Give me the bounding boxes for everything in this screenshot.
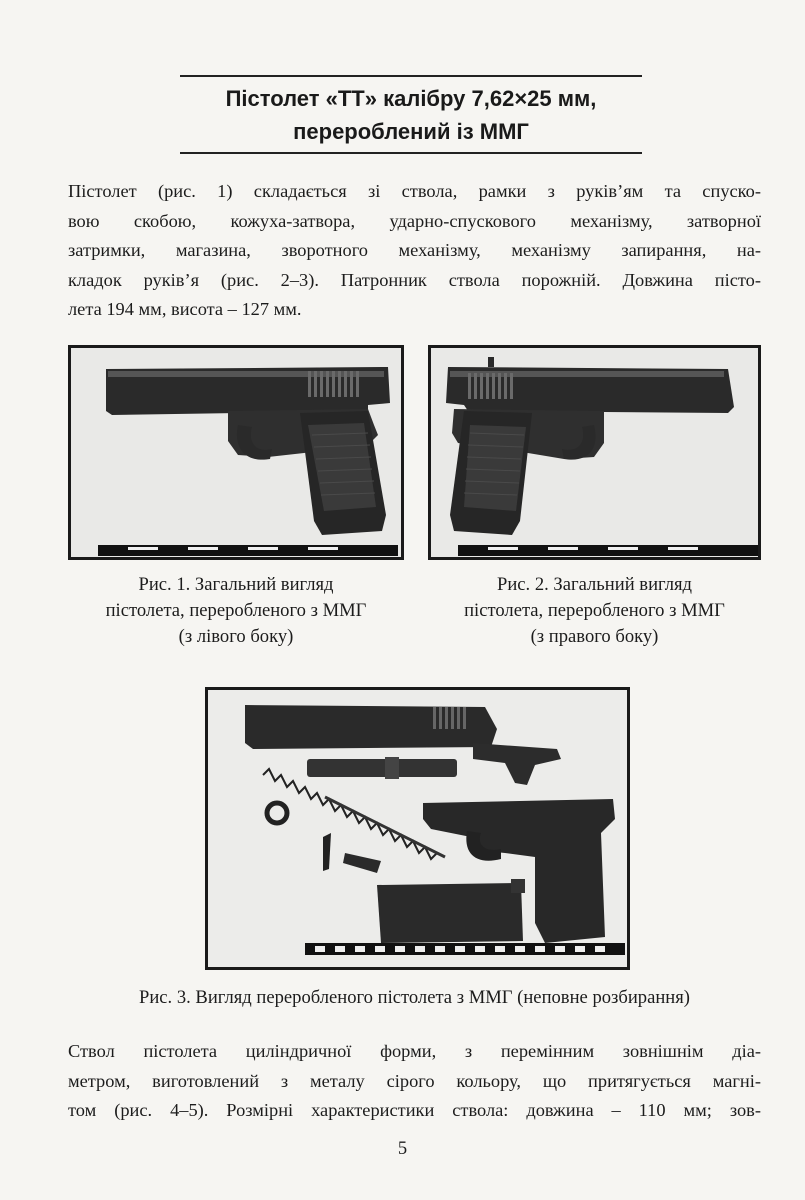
heading-line-1: Пістолет «ТТ» калібру 7,62×25 мм,: [225, 86, 597, 111]
text-line: метром, виготовлений з металу сірого кольору, що притягується магні-: [68, 1070, 761, 1091]
caption-line: пістолета, переробленого з ММГ: [105, 600, 367, 621]
caption-line: Рис. 3. Вигляд переробленого пістолета з ММГ (неповне розбирання): [138, 987, 690, 1008]
page-number: 5: [397, 1139, 408, 1159]
text-line: том (рис. 4–5). Розмірні характеристики ствола: довжина – 110 мм; зов-: [68, 1100, 761, 1120]
section-heading: [180, 82, 642, 148]
caption-line: Рис. 2. Загальний вигляд: [496, 574, 692, 595]
figure-1-photo: [68, 345, 404, 560]
text-line: Пістолет (рис. 1) складається зі ствола, рамки з руків’ям та спуско-: [68, 181, 761, 201]
figure-1-caption: [68, 572, 404, 650]
paragraph-barrel: [68, 1037, 761, 1126]
heading-rule-top: [180, 75, 642, 77]
scale-ruler: [305, 943, 625, 955]
figure-3-photo: [205, 687, 630, 970]
caption-line: (з лівого боку): [178, 626, 294, 647]
text-line: лета 194 мм, висота – 127 мм.: [68, 299, 302, 319]
figure-2-caption: [428, 572, 761, 650]
scale-ruler: [98, 545, 398, 556]
caption-line: Рис. 1. Загальний вигляд: [138, 574, 334, 595]
text-line: Ствол пістолета циліндричної форми, з перемінним зовнішнім діа-: [68, 1041, 761, 1061]
heading-rule-bottom: [180, 152, 642, 154]
figure-3-caption: [68, 985, 761, 1011]
caption-line: пістолета, переробленого з ММГ: [464, 600, 725, 621]
text-line: вою скобою, кожуха-затвора, ударно-спускового механізму, затворної: [68, 210, 761, 231]
paragraph-intro: [68, 177, 761, 325]
text-line: кладок руків’я (рис. 2–3). Патронник ствола порожній. Довжина пісто-: [68, 269, 761, 290]
scale-ruler: [458, 545, 758, 556]
figure-2-photo: [428, 345, 761, 560]
heading-line-2: перероблений із ММГ: [293, 119, 529, 144]
text-line: затримки, магазина, зворотного механізму, механізму запирання, на-: [68, 240, 761, 260]
caption-line: (з правого боку): [530, 626, 659, 647]
